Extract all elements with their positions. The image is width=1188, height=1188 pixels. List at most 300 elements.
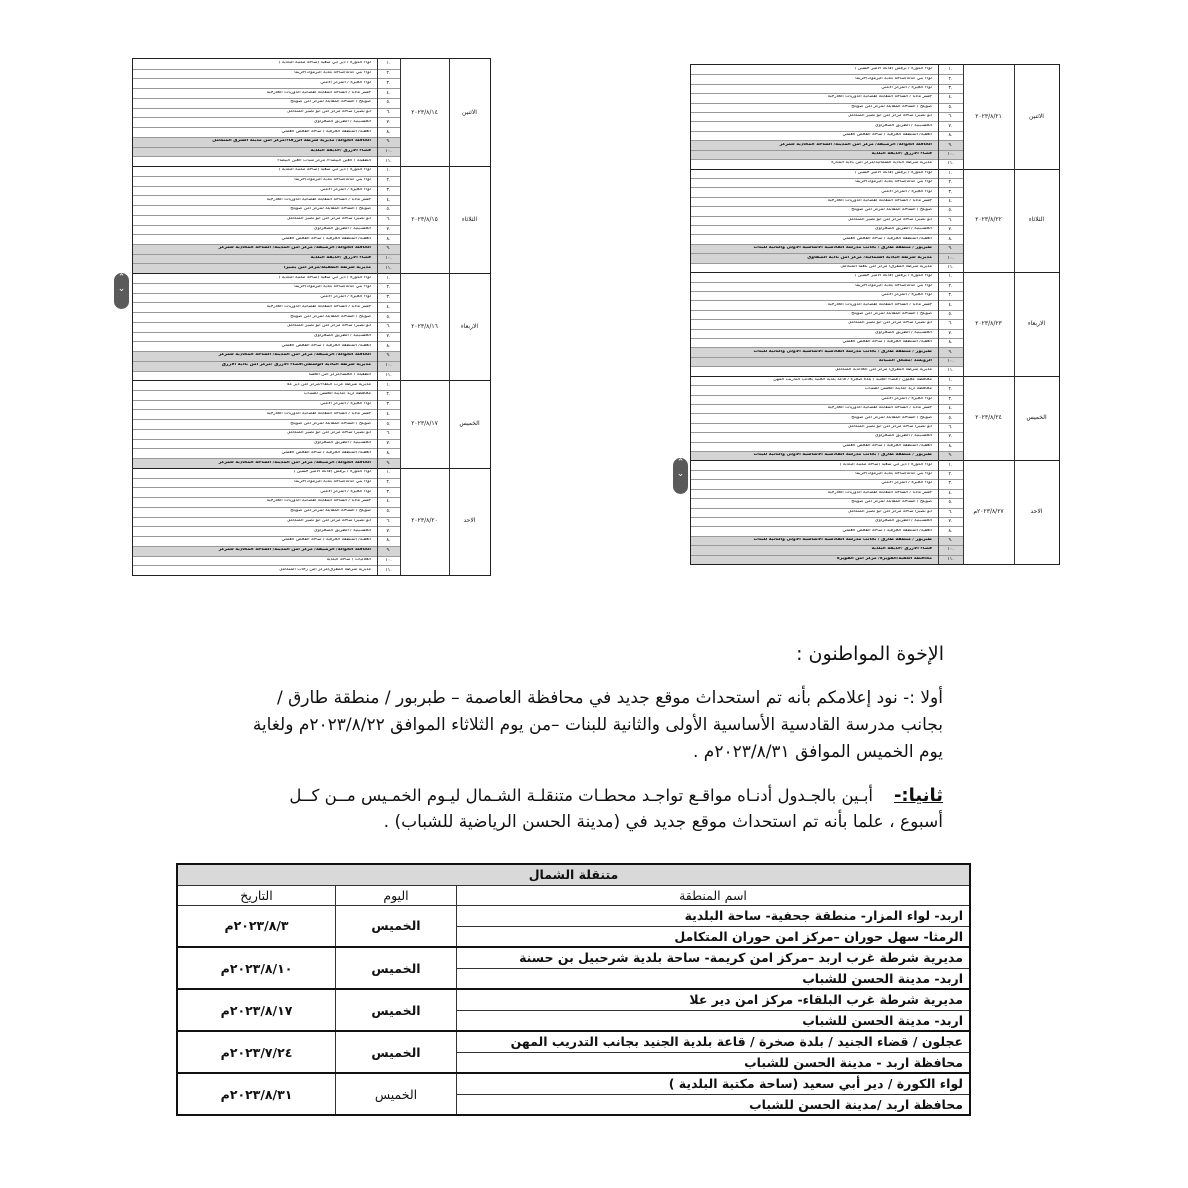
row-divider	[691, 84, 963, 85]
date-cell: ٢٠٢٣/٨/١٦	[411, 322, 438, 330]
row-divider	[691, 451, 963, 452]
column-divider	[1014, 65, 1015, 564]
day-cell: الخميس	[336, 989, 457, 1031]
row-number: ٣.	[386, 295, 391, 301]
location-cell: جسر مادبا / الساحة المقابلة لقضائية الدوريات الخارجية	[266, 499, 371, 504]
row-number: ١.	[386, 382, 391, 388]
scroll-handle-right[interactable]	[673, 458, 688, 494]
row-number: ٤.	[386, 197, 391, 203]
row-number: ٩.	[386, 139, 391, 145]
location-cell: صويلح / الساحة المقابلة لمركز امن صويلح	[290, 509, 371, 514]
row-divider	[133, 215, 400, 216]
location-cell: مديرية شرطة الطفيلة/مركز امن بصيرا	[283, 265, 371, 270]
row-number: ٩.	[386, 460, 391, 466]
column-divider	[400, 59, 401, 575]
location-cell: لواء الجيزة / المركز الأمني	[881, 189, 932, 194]
area-cell: اربد- لواء المزار- منطقة جحفية- ساحة البلدية	[457, 905, 971, 926]
location-cell: أبو نصير/ ساحة مركز امن ابو نصير المتكامل	[847, 321, 932, 326]
date-cell: ٢٠٢٣/٨/١٤	[411, 108, 438, 116]
row-number: ٥.	[386, 421, 391, 427]
row-divider	[691, 404, 963, 405]
row-number: ٣.	[948, 86, 953, 92]
row-number: ٨.	[948, 340, 953, 346]
location-cell: مديرية شرطة المفرق/ مركز امن بلعما المتكامل	[840, 264, 932, 269]
location-cell: مديرية شرطة المفرق/ مركز امن الخالدية المتكامل	[834, 368, 932, 373]
area-cell: الرمثا- سهل حوران –مركز امن حوران المتكامل	[457, 926, 971, 947]
location-cell: مديرية شرطة البادية الوسطى/قضاء الازرق /مركز امن بادية الازرق	[221, 363, 371, 368]
location-cell: صويلح / الساحة المقابلة لمركز امن صويلح	[851, 208, 932, 213]
location-cell: الحسـينية / الطريق الصحراوي	[875, 330, 932, 335]
location-cell: صويلح / الساحة المقابلة لمركز امن صويلح	[290, 207, 371, 212]
row-divider	[133, 409, 400, 410]
row-number: ٣.	[948, 396, 953, 402]
row-divider	[133, 302, 400, 303]
row-divider	[133, 186, 400, 187]
location-cell: لواء الجيزة / المركز الأمني	[320, 187, 371, 192]
date-cell: ٢٠٢٣/٨/٢٤	[975, 414, 1002, 422]
date-cell: ٢٠٢٣/٨/٢٣	[975, 319, 1002, 327]
row-number: ٥.	[948, 312, 953, 317]
row-number: ٢.	[948, 76, 953, 82]
area-cell: محافظة اربد /مدينة الحسن للشباب	[457, 1094, 971, 1115]
row-number: ٥.	[386, 100, 391, 106]
location-cell: صويلح / الساحة المقابلة لمركز امن صويلح	[851, 104, 932, 109]
row-number: ٤.	[948, 302, 953, 308]
row-number: ٥.	[948, 208, 953, 214]
day-cell: الاثنين	[1029, 112, 1044, 120]
day-divider	[133, 273, 490, 274]
left-schedule-table	[132, 58, 491, 576]
row-number: ١٠.	[947, 547, 954, 553]
location-cell: لواء الكورة / برقش (قاعة الامير حسين )	[854, 274, 932, 279]
location-cell: أبو نصير/ ساحة مركز امن ابو نصير المتكامل	[286, 431, 371, 436]
row-divider	[133, 351, 400, 352]
row-number: ٢.	[948, 180, 953, 186]
location-cell: صويلح / الساحة المقابلة لمركز امن صويلح	[851, 500, 932, 505]
row-divider	[133, 565, 400, 566]
row-number: ٦.	[386, 324, 391, 330]
row-divider	[133, 225, 400, 226]
day-cell: الخميس	[1026, 414, 1047, 422]
location-cell: العقبة/ المنطقة الحرفية / ساحة الفحص العملي	[842, 236, 932, 241]
row-number: ٩.	[386, 548, 391, 554]
row-number: ١٠.	[947, 151, 954, 157]
location-cell: الحافلة الجوالة/ مديرية شرطة الزرقاء/مركز امن مدينة الشرق المتكامل	[212, 139, 371, 144]
location-cell: جسر مادبا / الساحة المقابلة لقضائية الدوريات الخارجية	[827, 95, 932, 100]
row-divider	[133, 147, 400, 148]
location-cell: الرويشد /مشغل الصيانة	[878, 359, 932, 364]
row-divider	[133, 117, 400, 118]
row-number: ٥.	[948, 104, 953, 110]
row-number: ٤.	[386, 411, 391, 417]
day-divider	[691, 272, 1059, 273]
location-cell: لواء بني كنانة/ساحة بلدية اليرموك/حريما	[294, 480, 371, 484]
day-divider	[133, 468, 490, 469]
row-divider	[691, 140, 963, 141]
area-cell: عجلون / قضاء الجنيد / بلدة صخرة / قاعة بلدية الجنيد بجانب التدريب المهن	[457, 1031, 971, 1052]
location-cell: قضاء الازرق /حديقة البلدية	[871, 547, 932, 552]
location-cell: جسر مادبا / الساحة المقابلة لقضائية الدوريات الخارجية	[266, 197, 371, 202]
area-cell: مديرية شرطة غرب اربد –مركز امن كريمة- ساحة بلدية شرحبيل بن حسنة	[457, 947, 971, 968]
location-cell: جسر مادبا / الساحة المقابلة لقضائية الدوريات الخارجية	[827, 199, 932, 204]
location-cell: العقبة/ المنطقة الحرفية / ساحة الفحص العملي	[842, 133, 932, 138]
row-number: ٧.	[386, 528, 391, 534]
location-cell: العقبة/ المنطقة الحرفية / ساحة الفحص العملي	[281, 538, 371, 543]
row-divider	[691, 131, 963, 132]
row-divider	[691, 234, 963, 235]
row-number: ٦.	[386, 518, 391, 524]
row-number: ٣.	[386, 402, 391, 408]
location-cell: قضاء الازرق /حديقة البلدية	[871, 151, 932, 156]
location-cell: لواء بني كنانة/ساحة بلدية اليرموك/حريما	[294, 71, 371, 76]
row-divider	[133, 195, 400, 196]
location-cell: العقبة/ المنطقة الحرفية / ساحة الفحص العملي	[842, 340, 932, 345]
row-divider	[133, 69, 400, 70]
area-cell: اربد- مدينة الحسن للشباب	[457, 968, 971, 989]
row-divider	[691, 366, 963, 367]
location-cell: العقبة/ المنطقة الحرفية / ساحة الفحص العملي	[281, 450, 371, 455]
row-number: ٥.	[948, 415, 953, 421]
location-cell: لواء بني كنانة/ساحة بلدية اليرموك/حريما	[855, 76, 932, 81]
row-number: ١.	[948, 67, 953, 73]
row-number: ٩.	[948, 349, 953, 355]
area-cell: محافظة اربد - مدينة الحسن للشباب	[457, 1052, 971, 1073]
row-number: ٢.	[386, 285, 391, 291]
row-divider	[691, 357, 963, 358]
row-number: ٥.	[386, 207, 391, 213]
row-divider	[691, 347, 963, 348]
row-number: ٦.	[386, 110, 391, 116]
row-number: ٧.	[948, 434, 953, 440]
row-divider	[691, 253, 963, 254]
location-cell: صويلح / الساحة المقابلة لمركز امن صويلح	[290, 421, 371, 426]
row-number: ٦.	[386, 431, 391, 437]
day-divider	[133, 166, 490, 167]
location-cell: مديرية شرطة غرب البلقاء/مركز امن دير علا	[286, 382, 371, 387]
day-divider	[691, 460, 1059, 461]
row-divider	[133, 176, 400, 177]
row-divider	[691, 206, 963, 207]
location-cell: لواء الكورة / دير ابي سعيد (ساحة مكتبة البلدية )	[278, 61, 371, 66]
chevron-up-icon[interactable]: ⌃	[117, 273, 126, 283]
first-paragraph-line-1: أولا :- نود إعلامكم بأنه تم استحداث موقع جديد في محافظة العاصمة – طبربور / منطقة طارق /	[276, 688, 943, 708]
row-divider	[133, 312, 400, 313]
row-number: ٧.	[386, 119, 391, 125]
row-number: ٥.	[386, 509, 391, 515]
location-cell: طبربور / منطقة طارق / بجانب مدرسة القادسية الاساسية الاولى والثانية للبنات	[753, 349, 932, 354]
row-divider	[691, 121, 963, 122]
date-cell: ٢٠٢٣/٨/٣م	[177, 905, 336, 947]
location-cell: الحسـينية / الطريق الصحراوي	[875, 123, 932, 128]
day-cell: الثلاثاء	[1028, 216, 1045, 224]
row-number: ٤.	[386, 304, 391, 310]
row-number: ٨.	[386, 129, 391, 135]
row-divider	[691, 329, 963, 330]
row-divider	[133, 88, 400, 89]
row-number: ٣.	[948, 293, 953, 299]
row-number: ١١.	[385, 567, 392, 573]
row-number: ١.	[386, 61, 391, 67]
row-divider	[691, 555, 963, 556]
row-divider	[691, 93, 963, 94]
location-cell: لواء الكورة / برقش (قاعة الامير حسين )	[854, 67, 932, 72]
column-divider	[938, 65, 939, 564]
row-divider	[133, 517, 400, 518]
location-cell: مديرية شرطة البادية الشمالية/مركز امن بادية المنارة	[831, 161, 932, 166]
row-number: ٥.	[386, 314, 391, 320]
row-number: ٨.	[948, 133, 953, 139]
location-cell: الحافلة الجوالة/ الرصيفة/ مركز امن المدينة/ الساحة المحاذية للمركز	[218, 353, 371, 358]
first-paragraph-line-3: يوم الخميس الموافق ٢٠٢٣/٨/٣١م .	[692, 742, 943, 762]
location-cell: طبربور / منطقة طارق / بجانب مدرسة القادسية الاساسية الاولى والثانية للبنات	[753, 537, 932, 542]
location-cell: الحسـينية / الطريق الصحراوي	[314, 226, 371, 231]
row-divider	[691, 498, 963, 499]
row-divider	[691, 103, 963, 104]
row-number: ٨.	[386, 538, 391, 544]
row-number: ٤.	[948, 199, 953, 205]
row-divider	[133, 536, 400, 537]
row-number: ١١.	[385, 158, 392, 164]
row-number: ١٠.	[947, 359, 954, 365]
location-cell: صويلح / الساحة المقابلة لمركز امن صويلح	[290, 100, 371, 105]
chevron-down-icon[interactable]: ⌄	[117, 284, 126, 294]
location-cell: لواء بني كنانة/ساحة بلدية اليرموك/حريما	[855, 283, 932, 288]
row-divider	[133, 234, 400, 235]
row-number: ٧.	[386, 226, 391, 232]
row-number: ٩.	[386, 246, 391, 252]
location-cell: الطفيلة / الحسا/مركز امن الحسا	[308, 372, 371, 377]
location-cell: جسر مادبا / الساحة المقابلة لقضائية الدوريات الخارجية	[827, 406, 932, 411]
location-cell: لواء بني كنانة/ساحة بلدية اليرموك/حريما	[855, 472, 932, 477]
location-cell: لواء الكورة / دير ابي سعيد (ساحة مكتبة البلدية )	[278, 168, 371, 173]
location-cell: أبو نصير/ ساحة مركز امن ابو نصير المتكامل	[847, 424, 932, 429]
day-cell: الخميس	[459, 420, 480, 428]
location-cell: الحسـينية / الطريق الصحراوي	[314, 528, 371, 533]
row-number: ٢.	[948, 283, 953, 289]
row-number: ١١.	[385, 265, 392, 271]
location-cell: لواء الجيزة / المركز الأمني	[320, 489, 371, 494]
day-cell: الاربعاء	[1027, 319, 1046, 327]
row-number: ٢.	[386, 71, 391, 77]
location-cell: أبو نصير/ ساحة مركز امن ابو نصير المتكامل	[286, 324, 371, 329]
row-divider	[691, 479, 963, 480]
location-cell: محافظة العقبة/القويرة/ مركز امن القويرة	[836, 556, 932, 561]
location-cell: جسر مادبا / الساحة المقابلة لقضائية الدوريات الخارجية	[827, 302, 932, 307]
location-cell: العقبة/ المنطقة الحرفية / ساحة الفحص العملي	[842, 528, 932, 533]
row-divider	[133, 526, 400, 527]
row-number: ٣.	[386, 187, 391, 193]
row-divider	[133, 487, 400, 488]
second-paragraph-line-1: أبـين بالجـدول أدنـاه مواقـع تواجـد محطـات متنقلـة الشـمال ليـوم الخمـيس مــن كــل	[289, 786, 873, 805]
location-cell: الحافلة الجوالة/ الرصيفة/ مركز امن المدينة/ الساحة المحاذية للمركز	[218, 246, 371, 251]
day-cell: الخميس	[336, 1073, 457, 1115]
second-paragraph-line-2: أسبوع ، علما بأنه تم استحداث موقع جديد في (مدينة الحسن الرياضية للشباب) .	[383, 812, 943, 832]
row-divider	[133, 156, 400, 157]
location-cell: العقبة/ المنطقة الحرفية / ساحة الفحص العملي	[281, 129, 371, 134]
row-number: ١.	[948, 274, 953, 280]
row-number: ١١.	[385, 372, 392, 378]
date-cell: ٢٠٢٣/٨/١٠م	[177, 947, 336, 989]
row-number: ٩.	[948, 537, 953, 543]
location-cell: الحسـينية / الطريق الصحراوي	[314, 119, 371, 124]
location-cell: طبربور / منطقة طارق / بجانب مدرسة القادسية الاساسية الاولى والثانية للبنات	[753, 246, 932, 251]
day-cell: الخميس	[336, 1031, 457, 1073]
row-number: ١٠.	[947, 255, 954, 261]
row-divider	[691, 159, 963, 160]
row-divider	[691, 178, 963, 179]
location-cell: لواء الجيزة / المركز الأمني	[320, 80, 371, 85]
location-cell: الحسـينية / الطريق الصحراوي	[875, 519, 932, 524]
row-divider	[691, 545, 963, 546]
row-divider	[691, 197, 963, 198]
table-title: متنقلة الشمال	[177, 864, 970, 885]
row-number: ١١.	[947, 264, 954, 270]
row-number: ٩.	[948, 453, 953, 459]
row-number: ١٠.	[385, 148, 392, 154]
row-divider	[133, 283, 400, 284]
row-divider	[691, 187, 963, 188]
location-cell: قضاء الازرق /حديقة البلدية	[310, 256, 371, 261]
location-cell: لواء الكورة / برقش (قاعة الامير حسين )	[854, 170, 932, 175]
row-divider	[133, 263, 400, 264]
row-number: ٩.	[948, 142, 953, 148]
location-cell: لواء الجيزة / المركز الأمني	[881, 396, 932, 401]
location-cell: جسر مادبا / الساحة المقابلة لقضائية الدوريات الخارجية	[266, 304, 371, 309]
location-cell: الحافلة الجوالة/ الرصيفة/ مركز امن المدينة/ الساحة المحاذية للمركز	[218, 460, 371, 465]
area-cell: لواء الكورة / دير أبي سعيد (ساحة مكتبة البلدية )	[457, 1073, 971, 1094]
row-divider	[691, 112, 963, 113]
greeting: الإخوة المواطنون :	[796, 643, 944, 665]
row-number: ١.	[948, 170, 953, 176]
row-divider	[691, 150, 963, 151]
row-divider	[691, 244, 963, 245]
row-number: ٢.	[948, 387, 953, 393]
chevron-down-icon[interactable]: ⌄	[676, 469, 685, 479]
row-number: ٧.	[386, 441, 391, 447]
location-cell: قضاء الازرق /حديقة البلدية	[310, 148, 371, 153]
location-cell: محافظة اربد /مدينة الحسن للشباب	[303, 392, 371, 397]
row-number: ٦.	[948, 114, 953, 120]
row-divider	[133, 361, 400, 362]
location-cell: الحسـينية / الطريق الصحراوي	[314, 333, 371, 338]
row-divider	[691, 300, 963, 301]
day-divider	[133, 380, 490, 381]
day-cell: الاحد	[463, 517, 476, 525]
location-cell: لواء الجيزة / المركز الأمني	[881, 86, 932, 91]
location-cell: محافظة عجلون / قضاء الجنيد / بلدة صخرة / قاعة بلدية الجنيد بجانب التدريب المهن	[773, 377, 932, 382]
row-number: ٧.	[386, 333, 391, 339]
row-divider	[133, 332, 400, 333]
location-cell: العلاليات / ساحة البلدية	[326, 557, 371, 562]
column-divider	[377, 59, 378, 575]
location-cell: لواء الجيزة / المركز الأمني	[881, 481, 932, 486]
location-cell: أبو نصير/ ساحة مركز امن ابو نصير المتكامل	[847, 217, 932, 222]
row-number: ٥.	[948, 500, 953, 506]
row-number: ٣.	[948, 481, 953, 487]
date-cell: ٢٠٢٣/٨/١٥	[411, 215, 438, 223]
row-divider	[691, 508, 963, 509]
location-cell: جسر مادبا / الساحة المقابلة لقضائية الدوريات الخارجية	[266, 90, 371, 95]
location-cell: طبربور / منطقة طارق / بجانب مدرسة القادسية الاساسية الاولى والثانية للبنات	[753, 453, 932, 458]
row-divider	[133, 546, 400, 547]
location-cell: لواء بني كنانة/ساحة بلدية اليرموك/حريما	[294, 178, 371, 183]
row-number: ٣.	[948, 189, 953, 195]
row-divider	[133, 429, 400, 430]
row-number: ١١.	[947, 368, 954, 374]
location-cell: العقبة/ المنطقة الحرفية / ساحة الفحص العملي	[281, 236, 371, 241]
row-number: ١.	[948, 377, 953, 383]
chevron-up-icon[interactable]: ⌃	[676, 458, 685, 468]
day-cell: الاحد	[1030, 508, 1043, 516]
row-number: ٤.	[948, 406, 953, 412]
row-divider	[691, 536, 963, 537]
location-cell: الحسـينية / الطريق الصحراوي	[875, 434, 932, 439]
row-divider	[133, 390, 400, 391]
row-number: ١.	[386, 470, 391, 476]
date-cell: ٢٠٢٣/٨/٢٢	[975, 216, 1002, 224]
row-divider	[133, 108, 400, 109]
location-cell: مديرية شرطة البادية الشمالية/ مركز امن بادية الصفاوي	[807, 255, 932, 260]
row-number: ٨.	[948, 236, 953, 242]
location-cell: الطفيلة / العين البيضاء/ مركز شباب العين البيضاء	[277, 158, 371, 163]
column-header-day: اليوم	[336, 885, 457, 905]
row-number: ٨.	[386, 236, 391, 242]
location-cell: أبو نصير/ ساحة مركز امن ابو نصير المتكامل	[286, 217, 371, 222]
row-number: ١١.	[947, 556, 954, 562]
row-number: ٩.	[948, 246, 953, 252]
location-cell: جسر مادبا / الساحة المقابلة لقضائية الدوريات الخارجية	[827, 490, 932, 495]
row-divider	[133, 478, 400, 479]
row-number: ٢.	[386, 178, 391, 184]
row-number: ٦.	[948, 424, 953, 430]
day-cell: الخميس	[336, 947, 457, 989]
row-divider	[133, 244, 400, 245]
column-divider	[449, 59, 450, 575]
row-divider	[691, 489, 963, 490]
row-divider	[133, 371, 400, 372]
row-divider	[133, 322, 400, 323]
row-number: ١١.	[947, 161, 954, 167]
second-paragraph-label: ثانيا:-	[893, 785, 943, 806]
row-divider	[133, 98, 400, 99]
date-cell: ٢٠٢٣/٨/١٧م	[177, 989, 336, 1031]
row-divider	[691, 517, 963, 518]
row-divider	[691, 526, 963, 527]
location-cell: لواء الجيزة / المركز الأمني	[881, 293, 932, 298]
row-number: ٦.	[386, 217, 391, 223]
row-divider	[133, 127, 400, 128]
row-divider	[133, 556, 400, 557]
row-number: ٣.	[386, 489, 391, 495]
row-divider	[691, 432, 963, 433]
date-cell: ٢٠٢٣/٨/١٧	[411, 420, 438, 428]
date-cell: ٢٠٢٣/٧/٢٤م	[177, 1031, 336, 1073]
location-cell: العقبة/ المنطقة الحرفية / ساحة الفحص العملي	[281, 343, 371, 348]
location-cell: لواء الجيزة / المركز الأمني	[320, 295, 371, 300]
row-number: ٧.	[948, 519, 953, 525]
row-number: ٨.	[386, 343, 391, 349]
day-cell: الثلاثاء	[461, 215, 478, 223]
scroll-handle-left[interactable]	[114, 273, 129, 309]
location-cell: أبو نصير/ ساحة مركز امن ابو نصير المتكامل	[286, 518, 371, 523]
location-cell: أبو نصير/ ساحة مركز امن ابو نصير المتكامل	[286, 110, 371, 115]
location-cell: أبو نصير/ ساحة مركز امن ابو نصير المتكامل	[847, 509, 932, 514]
row-divider	[691, 282, 963, 283]
row-number: ٦.	[948, 217, 953, 223]
row-divider	[691, 310, 963, 311]
row-number: ٩.	[386, 353, 391, 359]
row-divider	[133, 507, 400, 508]
